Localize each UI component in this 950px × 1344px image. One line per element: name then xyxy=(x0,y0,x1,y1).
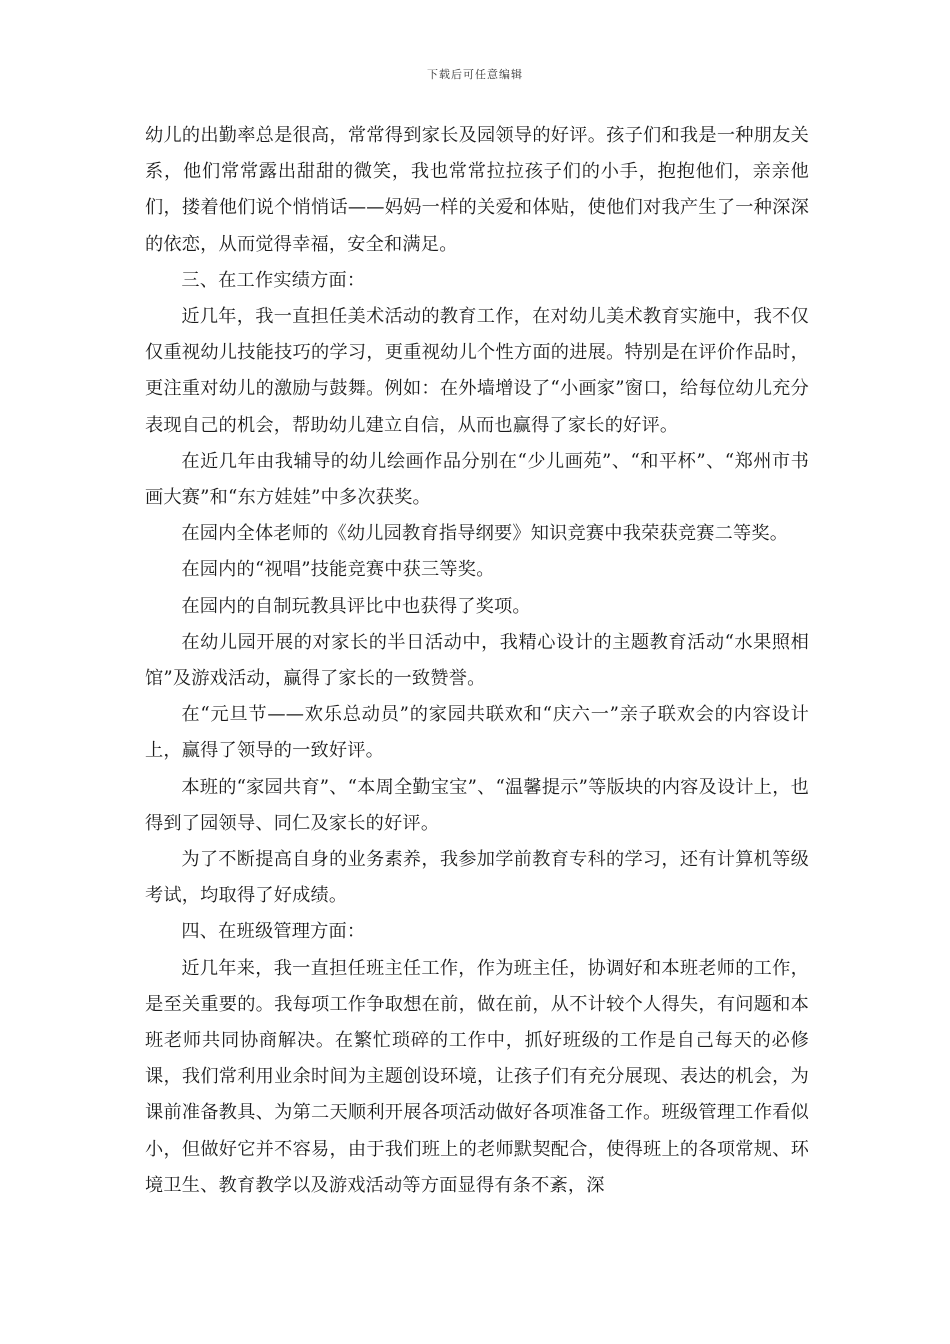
paragraph-11: 近几年来，我一直担任班主任工作，作为班主任，协调好和本班老师的工作，是至关重要的。我每项工作争取想在前，做在前，从不计较个人得失，有问题和本班老师共同协商解决。在繁忙琐碎的工作中，抓好班级的工作是自己每天的必修课，我们常利用业余时间为主题创设环境，让孩子们有充分展现、表达的机会，为课前准备教具、为第二天顺利开展各项活动做好各项准备工作。班级管理工作看似小，但做好它并不容易，由于我们班上的老师默契配合，使得班上的各项常规、环境卫生、教育教学以及游戏活动等方面显得有条不紊，深 xyxy=(145,957,809,1196)
paragraph-10: 为了不断提高自身的业务素养，我参加学前教育专科的学习，还有计算机等级考试，均取得了好成绩。 xyxy=(145,849,809,907)
document-body xyxy=(145,118,809,1204)
paragraph-1: 幼儿的出勤率总是很高，常常得到家长及园领导的好评。孩子们和我是一种朋友关系，他们常常露出甜甜的微笑，我也常常拉拉孩子们的小手，抱抱他们，亲亲他们，搂着他们说个悄悄话——妈妈一样的关爱和体贴，使他们对我产生了一种深深的依恋，从而觉得幸福，安全和满足。 xyxy=(145,125,809,255)
paragraph-3: 在近几年由我辅导的幼儿绘画作品分别在“少儿画苑”、“和平杯”、“郑州市书画大赛”和“东方娃娃”中多次获奖。 xyxy=(145,450,809,509)
section-heading-4: 四、在班级管理方面： xyxy=(181,921,366,943)
section-heading-3: 三、在工作实绩方面： xyxy=(181,269,366,291)
paragraph-2: 近几年，我一直担任美术活动的教育工作，在对幼儿美术教育实施中，我不仅仅重视幼儿技能技巧的学习，更重视幼儿个性方面的进展。特别是在评价作品时，更注重对幼儿的激励与鼓舞。例如：在外墙增设了“小画家”窗口，给每位幼儿充分表现自己的机会，帮助幼儿建立自信，从而也赢得了家长的好评。 xyxy=(145,306,809,436)
paragraph-8: 在“元旦节——欢乐总动员”的家园共联欢和“庆六一”亲子联欢会的内容设计上，赢得了领导的一致好评。 xyxy=(145,704,809,762)
paragraph-4: 在园内全体老师的《幼儿园教育指导纲要》知识竞赛中我荣获竞赛二等奖。 xyxy=(181,523,789,545)
paragraph-9: 本班的“家园共育”、“本周全勤宝宝”、“温馨提示”等版块的内容及设计上，也得到了园领导、同仁及家长的好评。 xyxy=(145,776,809,834)
paragraph-6: 在园内的自制玩教具评比中也获得了奖项。 xyxy=(181,595,531,617)
paragraph-5: 在园内的“视唱”技能竞赛中获三等奖。 xyxy=(181,559,495,581)
page-header: 下载后可任意编辑 xyxy=(427,68,523,81)
paragraph-7: 在幼儿园开展的对家长的半日活动中，我精心设计的主题教育活动“水果照相馆”及游戏活动，赢得了家长的一致赞誉。 xyxy=(145,631,809,690)
